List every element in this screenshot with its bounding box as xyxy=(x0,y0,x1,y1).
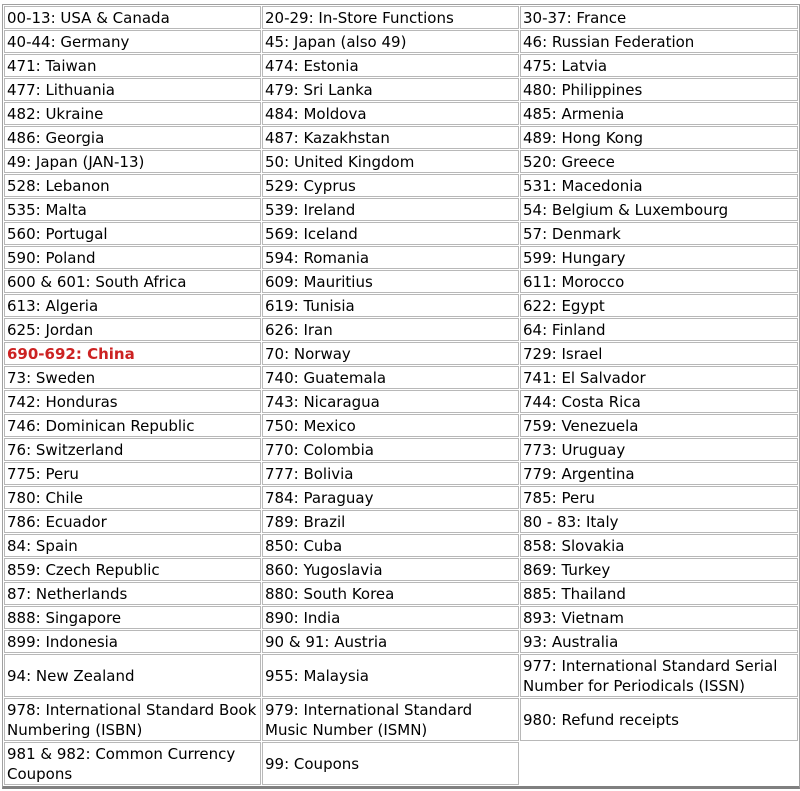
table-cell: 750: Mexico xyxy=(262,414,519,437)
table-cell: 729: Israel xyxy=(520,342,798,365)
table-cell: 850: Cuba xyxy=(262,534,519,557)
table-cell: 779: Argentina xyxy=(520,462,798,485)
table-cell: 57: Denmark xyxy=(520,222,798,245)
table-cell: 484: Moldova xyxy=(262,102,519,125)
table-cell: 94: New Zealand xyxy=(4,654,261,697)
table-row xyxy=(4,126,798,149)
table-cell: 690-692: China xyxy=(4,342,261,365)
table-row xyxy=(4,486,798,509)
table-cell: 64: Finland xyxy=(520,318,798,341)
table-cell: 977: International Standard Serial Number for Periodicals (ISSN) xyxy=(520,654,798,697)
table-cell: 869: Turkey xyxy=(520,558,798,581)
table-cell: 885: Thailand xyxy=(520,582,798,605)
table-row xyxy=(4,294,798,317)
table-row xyxy=(4,102,798,125)
table-cell: 474: Estonia xyxy=(262,54,519,77)
table-cell: 609: Mauritius xyxy=(262,270,519,293)
table-row xyxy=(4,150,798,173)
table-cell: 54: Belgium & Luxembourg xyxy=(520,198,798,221)
table-cell: 485: Armenia xyxy=(520,102,798,125)
table-cell: 594: Romania xyxy=(262,246,519,269)
table-cell: 528: Lebanon xyxy=(4,174,261,197)
table-cell: 84: Spain xyxy=(4,534,261,557)
table-row xyxy=(4,510,798,533)
table-cell: 980: Refund receipts xyxy=(520,698,798,741)
table-row xyxy=(4,6,798,29)
table-cell: 87: Netherlands xyxy=(4,582,261,605)
table-cell: 539: Ireland xyxy=(262,198,519,221)
table-cell: 590: Poland xyxy=(4,246,261,269)
table-row xyxy=(4,390,798,413)
table-cell: 531: Macedonia xyxy=(520,174,798,197)
table-cell: 619: Tunisia xyxy=(262,294,519,317)
table-cell: 784: Paraguay xyxy=(262,486,519,509)
table-cell: 76: Switzerland xyxy=(4,438,261,461)
table-cell: 73: Sweden xyxy=(4,366,261,389)
table-row xyxy=(4,630,798,653)
table-cell: 99: Coupons xyxy=(262,742,519,785)
table-row xyxy=(4,270,798,293)
table-row xyxy=(4,342,798,365)
table-cell: 899: Indonesia xyxy=(4,630,261,653)
table-cell: 622: Egypt xyxy=(520,294,798,317)
table-cell: 40-44: Germany xyxy=(4,30,261,53)
table-row xyxy=(4,534,798,557)
table-cell: 979: International Standard Music Number (ISMN) xyxy=(262,698,519,741)
table-cell: 780: Chile xyxy=(4,486,261,509)
table-cell: 859: Czech Republic xyxy=(4,558,261,581)
table-cell: 45: Japan (also 49) xyxy=(262,30,519,53)
table-row xyxy=(4,742,798,785)
table-row xyxy=(4,246,798,269)
empty-cell xyxy=(520,742,798,785)
table-cell: 480: Philippines xyxy=(520,78,798,101)
table-row xyxy=(4,606,798,629)
table-cell: 890: India xyxy=(262,606,519,629)
table-cell: 893: Vietnam xyxy=(520,606,798,629)
table-cell: 744: Costa Rica xyxy=(520,390,798,413)
table-cell: 741: El Salvador xyxy=(520,366,798,389)
table-cell: 773: Uruguay xyxy=(520,438,798,461)
table-cell: 888: Singapore xyxy=(4,606,261,629)
table-cell: 535: Malta xyxy=(4,198,261,221)
table-cell: 775: Peru xyxy=(4,462,261,485)
country-code-table-body xyxy=(4,6,798,785)
table-row xyxy=(4,698,798,741)
table-cell: 70: Norway xyxy=(262,342,519,365)
table-row xyxy=(4,198,798,221)
table-cell: 740: Guatemala xyxy=(262,366,519,389)
table-cell: 955: Malaysia xyxy=(262,654,519,697)
table-cell: 46: Russian Federation xyxy=(520,30,798,53)
table-cell: 93: Australia xyxy=(520,630,798,653)
table-row xyxy=(4,222,798,245)
table-cell: 599: Hungary xyxy=(520,246,798,269)
table-row xyxy=(4,318,798,341)
table-row xyxy=(4,558,798,581)
table-cell: 860: Yugoslavia xyxy=(262,558,519,581)
table-cell: 475: Latvia xyxy=(520,54,798,77)
table-cell: 978: International Standard Book Numbering (ISBN) xyxy=(4,698,261,741)
table-cell: 49: Japan (JAN-13) xyxy=(4,150,261,173)
table-cell: 746: Dominican Republic xyxy=(4,414,261,437)
table-cell: 981 & 982: Common Currency Coupons xyxy=(4,742,261,785)
table-cell: 625: Jordan xyxy=(4,318,261,341)
table-cell: 770: Colombia xyxy=(262,438,519,461)
table-cell: 560: Portugal xyxy=(4,222,261,245)
country-code-table xyxy=(2,4,800,789)
table-row xyxy=(4,438,798,461)
table-row xyxy=(4,462,798,485)
table-cell: 80 - 83: Italy xyxy=(520,510,798,533)
table-cell: 880: South Korea xyxy=(262,582,519,605)
table-cell: 600 & 601: South Africa xyxy=(4,270,261,293)
table-cell: 00-13: USA & Canada xyxy=(4,6,261,29)
table-cell: 90 & 91: Austria xyxy=(262,630,519,653)
table-cell: 471: Taiwan xyxy=(4,54,261,77)
table-cell: 479: Sri Lanka xyxy=(262,78,519,101)
table-cell: 611: Morocco xyxy=(520,270,798,293)
table-cell: 613: Algeria xyxy=(4,294,261,317)
table-cell: 477: Lithuania xyxy=(4,78,261,101)
table-row xyxy=(4,30,798,53)
table-cell: 482: Ukraine xyxy=(4,102,261,125)
table-cell: 785: Peru xyxy=(520,486,798,509)
table-row xyxy=(4,78,798,101)
table-row xyxy=(4,582,798,605)
table-cell: 626: Iran xyxy=(262,318,519,341)
table-cell: 786: Ecuador xyxy=(4,510,261,533)
table-row xyxy=(4,414,798,437)
table-cell: 489: Hong Kong xyxy=(520,126,798,149)
table-cell: 569: Iceland xyxy=(262,222,519,245)
table-row xyxy=(4,54,798,77)
table-cell: 50: United Kingdom xyxy=(262,150,519,173)
table-cell: 487: Kazakhstan xyxy=(262,126,519,149)
table-cell: 858: Slovakia xyxy=(520,534,798,557)
table-cell: 520: Greece xyxy=(520,150,798,173)
table-cell: 486: Georgia xyxy=(4,126,261,149)
table-cell: 30-37: France xyxy=(520,6,798,29)
table-cell: 743: Nicaragua xyxy=(262,390,519,413)
table-row xyxy=(4,654,798,697)
table-cell: 789: Brazil xyxy=(262,510,519,533)
table-cell: 529: Cyprus xyxy=(262,174,519,197)
table-row xyxy=(4,366,798,389)
table-cell: 742: Honduras xyxy=(4,390,261,413)
table-cell: 777: Bolivia xyxy=(262,462,519,485)
table-row xyxy=(4,174,798,197)
table-cell: 759: Venezuela xyxy=(520,414,798,437)
table-cell: 20-29: In-Store Functions xyxy=(262,6,519,29)
